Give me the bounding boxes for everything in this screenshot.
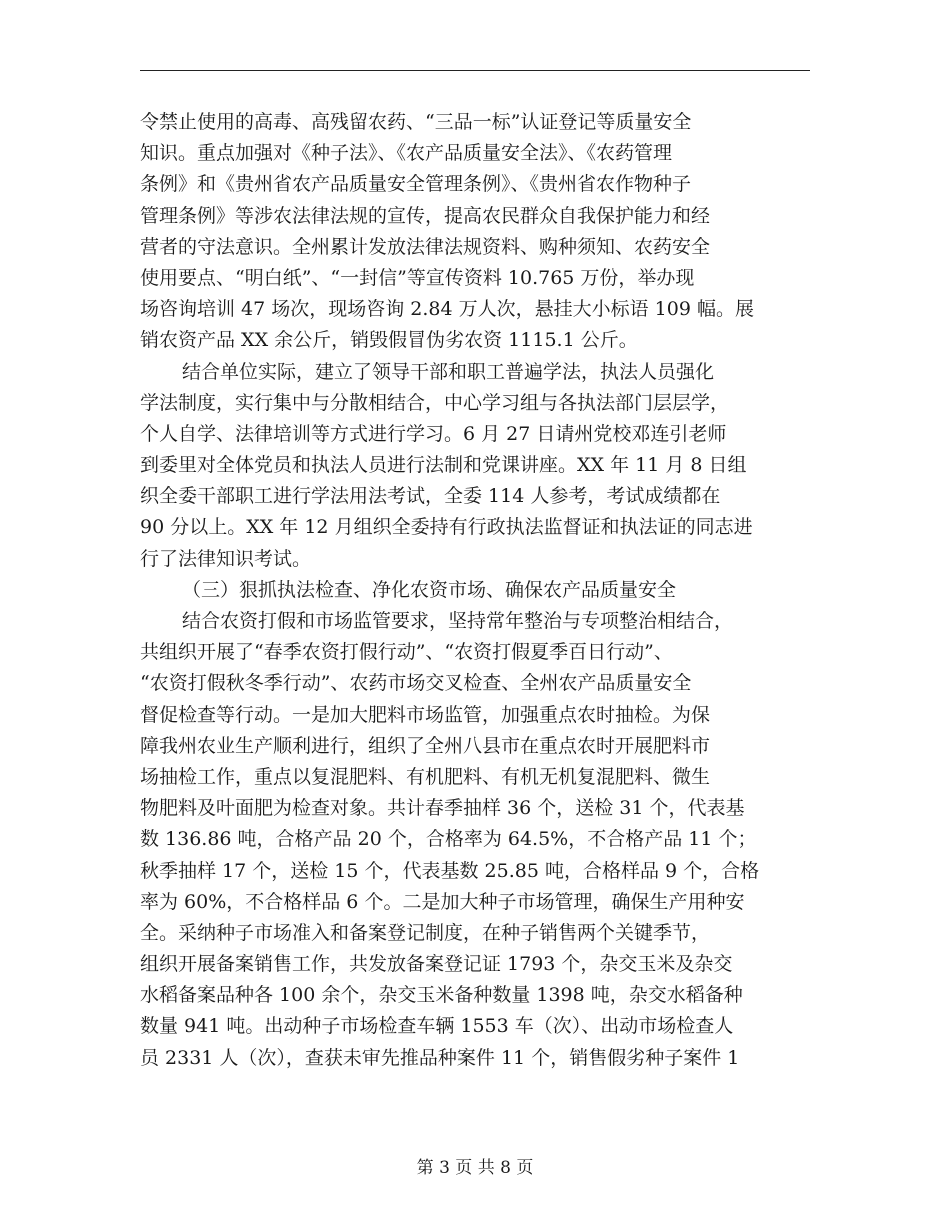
text-line: 组织开展备案销售工作，共发放备案登记证 1793 个，杂交玉米及杂交 xyxy=(140,953,733,976)
page-number-footer: 第 3 页 共 8 页 xyxy=(416,1158,534,1178)
text-line: 条例》和《贵州省农产品质量安全管理条例》、《贵州省农作物种子 xyxy=(140,173,692,196)
text-line: 到委里对全体党员和执法人员进行法制和党课讲座。XX 年 11 月 8 日组 xyxy=(140,454,747,477)
section-heading: （三）狠抓执法检查、净化农资市场、确保农产品质量安全 xyxy=(182,578,677,601)
text-line: 90 分以上。XX 年 12 月组织全委持有行政执法监督证和执法证的同志进 xyxy=(140,516,753,539)
document-body xyxy=(140,107,820,1074)
text-line: 督促检查等行动。一是加大肥料市场监管，加强重点农时抽检。为保 xyxy=(140,703,711,726)
text-line: 数 136.86 吨，合格产品 20 个，合格率为 64.5%，不合格产品 11 个； xyxy=(140,828,757,851)
text-line: 管理条例》等涉农法律法规的宣传，提高农民群众自我保护能力和经 xyxy=(140,204,711,227)
header-rule xyxy=(140,70,810,71)
text-line: 令禁止使用的高毒、高残留农药、“三品一标”认证登记等质量安全 xyxy=(140,111,692,133)
text-line: 营者的守法意识。全州累计发放法律法规资料、购种须知、农药安全 xyxy=(140,235,711,258)
text-line: 全。采纳种子市场准入和备案登记制度，在种子销售两个关键季节， xyxy=(140,921,711,944)
paragraph-start-line: 结合单位实际，建立了领导干部和职工普遍学法，执法人员强化 xyxy=(182,360,715,383)
text-line: 销农资产品 XX 余公斤，销毁假冒伪劣农资 1115.1 公斤。 xyxy=(140,329,638,352)
text-line: 使用要点、“明白纸”、“一封信”等宣传资料 10.765 万份，举办现 xyxy=(140,266,695,289)
text-line: 数量 941 吨。出动种子市场检查车辆 1553 车（次）、出动市场检查人 xyxy=(140,1015,734,1038)
text-line: 员 2331 人（次），查获未审先推品种案件 11 个，销售假劣种子案件 1 xyxy=(140,1046,740,1069)
text-line: 个人自学、法律培训等方式进行学习。6 月 27 日请州党校邓连引老师 xyxy=(140,422,727,445)
text-line: 场咨询培训 47 场次，现场咨询 2.84 万人次，悬挂大小标语 109 幅。展 xyxy=(140,298,754,321)
text-line: 共组织开展了“春季农资打假行动”、“农资打假夏季百日行动”、 xyxy=(140,641,673,664)
paragraph-start-line: 结合农资打假和市场监管要求，坚持常年整治与专项整治相结合， xyxy=(182,610,734,632)
text-line: 行了法律知识考试。 xyxy=(140,547,312,570)
text-line: 障我州农业生产顺利进行，组织了全州八县市在重点农时开展肥料市 xyxy=(140,734,711,757)
text-line: 学法制度，实行集中与分散相结合，中心学习组与各执法部门层层学， xyxy=(140,391,730,414)
text-line: 物肥料及叶面肥为检查对象。共计春季抽样 36 个，送检 31 个，代表基 xyxy=(140,797,745,820)
text-line: 率为 60%，不合格样品 6 个。二是加大种子市场管理，确保生产用种安 xyxy=(140,890,745,913)
text-line: 知识。重点加强对《种子法》、《农产品质量安全法》、《农药管理 xyxy=(140,142,673,165)
text-line: 织全委干部职工进行学法用法考试，全委 114 人参考，考试成绩都在 xyxy=(140,485,721,508)
text-line: 秋季抽样 17 个，送检 15 个，代表基数 25.85 吨，合格样品 9 个，合格 xyxy=(140,859,760,882)
text-line: “农资打假秋冬季行动”、农药市场交叉检查、全州农产品质量安全 xyxy=(140,672,692,695)
text-line: 水稻备案品种各 100 余个，杂交玉米备种数量 1398 吨，杂交水稻备种 xyxy=(140,984,743,1007)
text-line: 场抽检工作，重点以复混肥料、有机肥料、有机无机复混肥料、微生 xyxy=(140,765,711,788)
